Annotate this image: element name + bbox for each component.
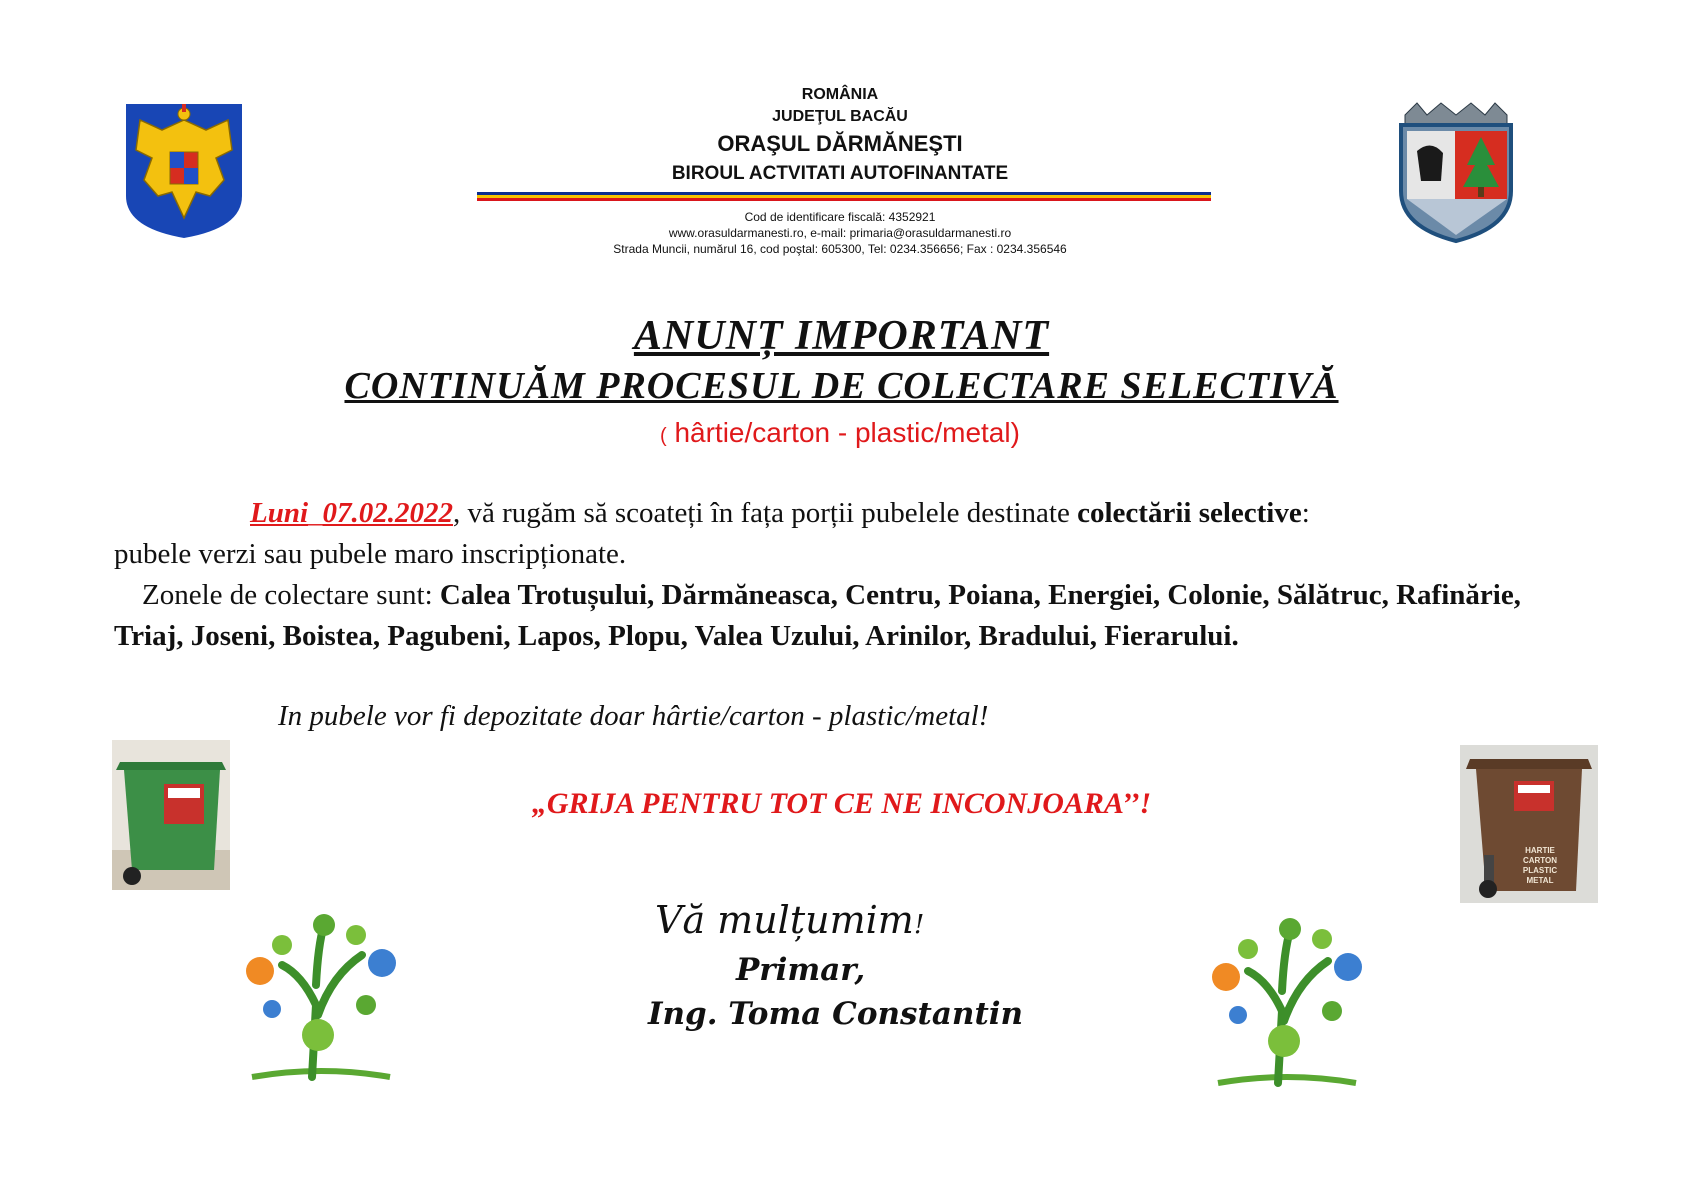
paragraph-bold: colectării selective [1077,497,1302,529]
darmanesti-crest-icon [1397,95,1515,245]
contact-address: Strada Muncii, numărul 16, cod poştal: 605300, Tel: 0234.356656; Fax : 0234.356546 [613,242,1067,256]
collection-date: 07.02.2022 [322,497,454,529]
announcement-subtitle: CONTINUĂM PROCESUL DE COLECTARE SELECTIVĂ [344,365,1339,407]
thanks-mark: ! [913,910,925,940]
announcement-title: ANUNȚ IMPORTANT [633,313,1050,359]
date-separator: _ [308,497,323,529]
romania-crest-icon [122,100,246,240]
town-name: ORAŞUL DĂRMĂNEŞTI [717,131,963,156]
slogan: „GRIJA PENTRU TOT CE NE INCONJOARA’’! [531,787,1152,820]
deposit-note: In pubele vor fi depozitate doar hârtie/carton - plastic/metal! [278,700,989,732]
date-label: Luni [250,497,309,529]
fiscal-code: Cod de identificare fiscală: 4352921 [744,210,936,224]
zones-intro: Zonele de colectare sunt: [142,579,440,611]
materials-line [660,417,1020,449]
thanks-text [655,898,924,942]
thanks-words: Vă mulțumim [655,898,914,942]
zones-paragraph [114,575,1594,657]
paragraph-colon: : [1301,497,1310,529]
collection-paragraph [114,493,1594,575]
paragraph-line2: pubele verzi sau pubele maro inscripționate. [114,538,627,570]
recycling-tree-left-icon [232,905,410,1083]
signature-role: Primar, [736,952,866,988]
department-name: BIROUL ACTVITATI AUTOFINANTATE [671,163,1009,184]
tricolor-divider [477,192,1211,201]
country-name: ROMÂNIA [801,86,879,103]
paragraph-text: , vă rugăm să scoateți în fața porții pubelele destinate [453,497,1078,529]
brown-bin-label: HARTIE CARTON PLASTIC METAL [1522,846,1558,885]
recycling-tree-right-icon [1198,905,1376,1090]
zones-list: Calea Trotușului, Dărmăneasca, Centru, Poiana, Energiei, Colonie, Sălătruc, Rafinărie, Triaj, Joseni, Boistea, Pagubeni, Lapos, Plopu, Valea Uzului, Arinilor, Bradului, Fierarului. [114,579,1521,652]
tricolor-red [477,198,1211,201]
county-name: JUDEŢUL BACĂU [772,108,908,125]
materials-text: hârtie/carton - plastic/metal) [666,417,1020,448]
signature-name: Ing. Toma Constantin [648,996,1024,1032]
contact-web-email: www.orasuldarmanesti.ro, e-mail: primaria@orasuldarmanesti.ro [668,226,1012,240]
materials-paren: ( [660,425,667,447]
